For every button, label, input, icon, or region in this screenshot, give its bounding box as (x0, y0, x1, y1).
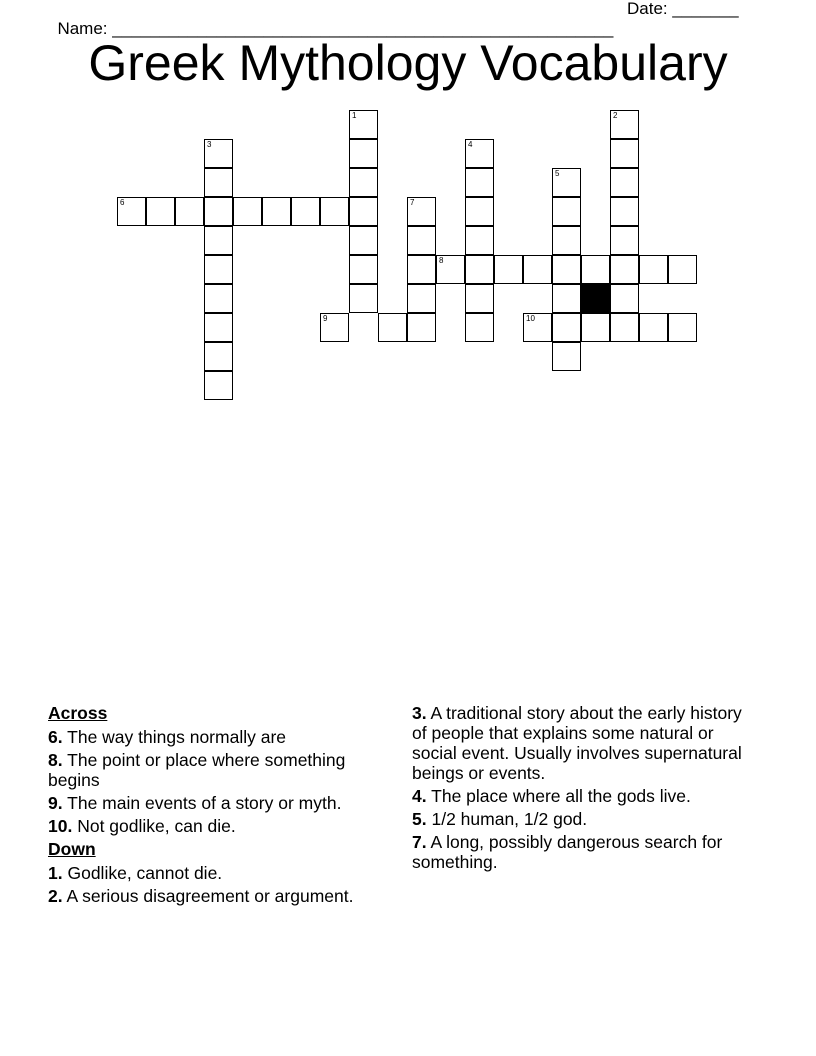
grid-cell[interactable] (610, 110, 639, 139)
clue-number: 10 (526, 314, 535, 323)
grid-cell[interactable] (552, 342, 581, 371)
grid-cell[interactable] (320, 313, 349, 342)
name-field[interactable]: Name: _____________________________________________________ (57, 19, 614, 38)
clue-down-4: 4. The place where all the gods live. (412, 786, 691, 806)
grid-cell[interactable] (552, 197, 581, 226)
grid-cell[interactable] (552, 255, 581, 284)
grid-cell[interactable] (320, 197, 349, 226)
grid-cell[interactable] (552, 226, 581, 255)
clue-down-5: 5. 1/2 human, 1/2 god. (412, 809, 588, 829)
page-title: Greek Mythology Vocabulary (88, 35, 728, 91)
grid-cell[interactable] (204, 168, 233, 197)
grid-cell[interactable] (349, 226, 378, 255)
grid-cell[interactable] (175, 197, 204, 226)
clues-column-right (412, 703, 757, 875)
grid-cell[interactable] (552, 168, 581, 197)
across-heading: Across (48, 703, 108, 723)
grid-cell[interactable] (552, 284, 581, 313)
grid-cell[interactable] (407, 284, 436, 313)
grid-cell[interactable] (146, 197, 175, 226)
grid-cell[interactable] (465, 168, 494, 197)
grid-cell[interactable] (204, 255, 233, 284)
grid-cell[interactable] (465, 313, 494, 342)
grid-cell[interactable] (262, 197, 291, 226)
grid-cell[interactable] (639, 313, 668, 342)
grid-cell[interactable] (204, 139, 233, 168)
grid-cell[interactable] (407, 313, 436, 342)
grid-cell[interactable] (204, 226, 233, 255)
grid-cell[interactable] (233, 197, 262, 226)
date-field[interactable]: Date: _______ (627, 0, 739, 18)
grid-cell[interactable] (610, 284, 639, 313)
grid-cell[interactable] (610, 226, 639, 255)
grid-cell[interactable] (349, 139, 378, 168)
clue-number: 4 (468, 140, 473, 149)
grid-cell[interactable] (204, 197, 233, 226)
grid-cell[interactable] (204, 342, 233, 371)
grid-cell[interactable] (465, 255, 494, 284)
clue-across-6: 6. The way things normally are (48, 727, 287, 747)
clue-down-7: 7. A long, possibly dangerous search for something. (412, 832, 723, 872)
clue-number: 2 (613, 111, 618, 120)
grid-cell[interactable] (610, 255, 639, 284)
grid-cell[interactable] (610, 197, 639, 226)
clue-number: 5 (555, 169, 560, 178)
grid-cell[interactable] (465, 197, 494, 226)
grid-cell[interactable] (407, 197, 436, 226)
clue-number: 1 (352, 111, 357, 120)
clue-number: 8 (439, 256, 444, 265)
grid-cell[interactable] (610, 168, 639, 197)
grid-cell[interactable] (436, 255, 465, 284)
grid-cell[interactable] (639, 255, 668, 284)
grid-cell[interactable] (204, 284, 233, 313)
grid-cell[interactable] (349, 284, 378, 313)
grid-cell[interactable] (610, 139, 639, 168)
grid-cell[interactable] (349, 255, 378, 284)
grid-cell[interactable] (494, 255, 523, 284)
grid-cell[interactable] (407, 226, 436, 255)
grid-cell[interactable] (465, 226, 494, 255)
grid-cell[interactable] (378, 313, 407, 342)
clue-number: 3 (207, 140, 212, 149)
grid-cell[interactable] (349, 110, 378, 139)
clue-number: 9 (323, 314, 328, 323)
grid-cell[interactable] (610, 313, 639, 342)
clue-number: 7 (410, 198, 415, 207)
grid-cell[interactable] (204, 313, 233, 342)
grid-cell[interactable] (523, 255, 552, 284)
clue-across-10: 10. Not godlike, can die. (48, 816, 236, 836)
clue-down-1: 1. Godlike, cannot die. (48, 863, 223, 883)
clue-across-8: 8. The point or place where something begins (48, 750, 346, 790)
clue-down-3: 3. A traditional story about the early history of people that explains some natural or social event. Usually involves supernatural beings or events. (412, 703, 742, 783)
grid-cell[interactable] (668, 313, 697, 342)
clue-down-2: 2. A serious disagreement or argument. (48, 886, 354, 906)
grid-cell[interactable] (465, 284, 494, 313)
clue-across-9: 9. The main events of a story or myth. (48, 793, 342, 813)
grid-cell[interactable] (581, 255, 610, 284)
grid-block (581, 284, 610, 313)
grid-cell[interactable] (552, 313, 581, 342)
grid-cell[interactable] (117, 197, 146, 226)
clues-column-left (48, 703, 368, 909)
grid-cell[interactable] (523, 313, 552, 342)
down-heading: Down (48, 839, 96, 859)
grid-cell[interactable] (349, 168, 378, 197)
grid-cell[interactable] (668, 255, 697, 284)
grid-cell[interactable] (291, 197, 320, 226)
grid-cell[interactable] (581, 313, 610, 342)
clue-number: 6 (120, 198, 125, 207)
grid-cell[interactable] (204, 371, 233, 400)
grid-cell[interactable] (407, 255, 436, 284)
grid-cell[interactable] (465, 139, 494, 168)
grid-cell[interactable] (349, 197, 378, 226)
